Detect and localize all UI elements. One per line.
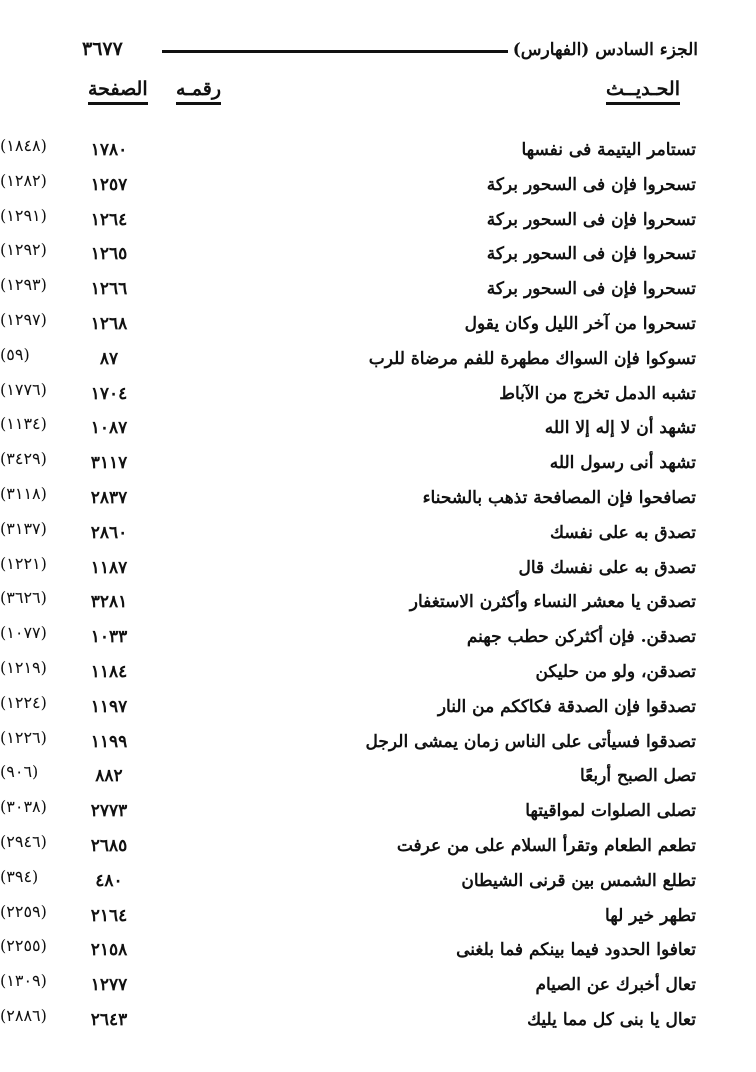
hadith-text: تصدقن يا معشر النساء وأكثرن الاستغفار <box>409 592 696 613</box>
hadith-number: (٣٠٣٨) <box>0 797 47 817</box>
hadith-text: تسحروا من آخر الليل وكان يقول <box>464 313 696 334</box>
page-ref: ٢٨٦٠ <box>90 522 128 543</box>
hadith-text: تشهد أن لا إله إلا الله <box>544 418 696 439</box>
hadith-text: تطلع الشمس بين قرنى الشيطان <box>461 870 696 891</box>
hadith-number: (٢٢٥٩) <box>0 901 47 921</box>
index-entry <box>0 658 756 693</box>
hadith-number: (١٢٩٢) <box>0 240 47 260</box>
index-entry <box>0 206 756 241</box>
hadith-text: تعال يا بنى كل مما يليك <box>527 1009 696 1030</box>
page-ref: ١٢٧٧ <box>90 975 128 996</box>
hadith-number: (١٢٨٢) <box>0 170 47 190</box>
index-entry <box>0 380 756 415</box>
running-header <box>82 38 698 68</box>
index-entry <box>0 310 756 345</box>
hadith-number: (١٢١٩) <box>0 657 47 677</box>
hadith-number: (١٠٧٧) <box>0 623 47 643</box>
page-ref: ١٢٦٦ <box>90 279 128 300</box>
hadith-text: تصلى الصلوات لمواقيتها <box>525 801 696 822</box>
index-entry <box>0 449 756 484</box>
hadith-number: (١٧٧٦) <box>0 379 47 399</box>
page-ref: ١١٨٧ <box>90 557 128 578</box>
hadith-number: (٢٩٤٦) <box>0 831 47 851</box>
page-ref: ٢٨٣٧ <box>90 487 128 508</box>
page-ref: ٣١١٧ <box>90 453 128 474</box>
page-ref: ٢٦٤٣ <box>90 1009 128 1030</box>
hadith-number: (١٢٢٦) <box>0 727 47 747</box>
index-entry <box>0 971 756 1006</box>
hadith-number: (١٢٩٣) <box>0 275 47 295</box>
index-entry <box>0 623 756 658</box>
hadith-text: تصدقوا فسيأتى على الناس زمان يمشى الرجل <box>365 731 696 752</box>
page-ref: ١٧٨٠ <box>90 140 128 160</box>
hadith-number: (٣١١٨) <box>0 483 47 503</box>
hadith-text: تصدق به على نفسك <box>550 522 696 543</box>
index-entry <box>0 345 756 380</box>
hadith-text: تستامر اليتيمة فى نفسها <box>521 140 696 160</box>
index-entry <box>0 902 756 937</box>
hadith-text: تسحروا فإن فى السحور بركة <box>486 279 696 300</box>
page-ref: ١٠٣٣ <box>90 627 128 648</box>
column-header-number: رقمـه <box>176 78 221 105</box>
hadith-text: تشبه الدمل تخرج من الآباط <box>499 383 696 404</box>
page-ref: ٣٢٨١ <box>90 592 128 613</box>
index-entry <box>0 936 756 971</box>
hadith-number: (١٢٢٤) <box>0 692 47 712</box>
index-entry <box>0 832 756 867</box>
hadith-text: تسحروا فإن فى السحور بركة <box>486 209 696 230</box>
hadith-number: (٣٩٤) <box>0 866 39 886</box>
hadith-text: تسحروا فإن فى السحور بركة <box>486 244 696 265</box>
hadith-number: (١٣٠٩) <box>0 971 47 991</box>
hadith-text: تشهد أنى رسول الله <box>549 453 696 474</box>
page-ref: ١٠٨٧ <box>90 418 128 439</box>
page-ref: ١١٩٩ <box>90 731 128 752</box>
hadith-number: (٣١٣٧) <box>0 518 47 538</box>
page-ref: ٢٦٨٥ <box>90 835 128 856</box>
index-entry <box>0 797 756 832</box>
hadith-number: (٥٩) <box>0 344 30 364</box>
hadith-text: تسحروا فإن فى السحور بركة <box>486 174 696 195</box>
index-entry <box>0 588 756 623</box>
page-ref: ١٢٦٥ <box>90 244 128 265</box>
hadith-text: تطهر خير لها <box>605 905 696 926</box>
header-rule <box>162 50 508 53</box>
page-ref: ٨٨٢ <box>95 766 123 787</box>
page-ref: ١١٩٧ <box>90 696 128 717</box>
page-ref: ١٧٠٤ <box>90 383 128 404</box>
hadith-number: (٣٤٢٩) <box>0 449 47 469</box>
page-ref: ٢٧٧٣ <box>90 801 128 822</box>
hadith-text: تعافوا الحدود فيما بينكم فما بلغنى <box>456 940 696 961</box>
page-ref: ١٢٦٨ <box>90 313 128 334</box>
hadith-number: (٩٠٦) <box>0 762 39 782</box>
index-entry <box>0 728 756 763</box>
hadith-text: تصدقوا فإن الصدقة فكاككم من النار <box>437 696 696 717</box>
hadith-number: (١٢٩١) <box>0 205 47 225</box>
hadith-number: (٢٨٨٦) <box>0 1005 47 1025</box>
page-ref: ٢١٥٨ <box>90 940 128 961</box>
column-header-hadith: الحـديــث <box>606 78 680 105</box>
hadith-text: تصل الصبح أربعًا <box>580 766 696 787</box>
hadith-text: تصافحوا فإن المصافحة تذهب بالشحناء <box>422 487 696 508</box>
page-ref: ٢١٦٤ <box>90 905 128 926</box>
hadith-index-list <box>0 136 756 1041</box>
hadith-number: (١١٣٤) <box>0 414 47 434</box>
hadith-number: (٣٦٢٦) <box>0 588 47 608</box>
index-entry <box>0 414 756 449</box>
index-entry <box>0 275 756 310</box>
column-header-page: الصفحة <box>88 78 148 105</box>
page-number: ٣٦٧٧ <box>82 38 123 60</box>
hadith-text: تصدق به على نفسك قال <box>518 557 696 578</box>
index-entry <box>0 762 756 797</box>
index-entry <box>0 171 756 206</box>
index-entry <box>0 240 756 275</box>
hadith-text: تصدقن، ولو من حليكن <box>535 661 696 682</box>
page-ref: ١٢٥٧ <box>90 174 128 195</box>
hadith-number: (٢٢٥٥) <box>0 936 47 956</box>
index-entry <box>0 519 756 554</box>
hadith-text: تصدقن. فإن أكثركن حطب جهنم <box>466 627 696 648</box>
hadith-number: (١٢٩٧) <box>0 309 47 329</box>
hadith-number: (١٨٤٨) <box>0 136 47 155</box>
running-header-title: الجزء السادس (الفهارس) <box>512 40 698 60</box>
page-ref: ٨٧ <box>99 348 119 369</box>
hadith-number: (١٢٢١) <box>0 553 47 573</box>
page-ref: ١٢٦٤ <box>90 209 128 230</box>
index-entry <box>0 554 756 589</box>
index-entry <box>0 867 756 902</box>
index-entry <box>0 1006 756 1041</box>
page-ref: ١١٨٤ <box>90 661 128 682</box>
hadith-text: تطعم الطعام وتقرأ السلام على من عرفت <box>396 835 696 856</box>
page-ref: ٤٨٠ <box>95 870 123 891</box>
hadith-text: تسوكوا فإن السواك مطهرة للفم مرضاة للرب <box>368 348 696 369</box>
index-entry <box>0 693 756 728</box>
index-entry <box>0 484 756 519</box>
index-entry <box>0 136 756 171</box>
hadith-text: تعال أخبرك عن الصيام <box>535 975 696 996</box>
